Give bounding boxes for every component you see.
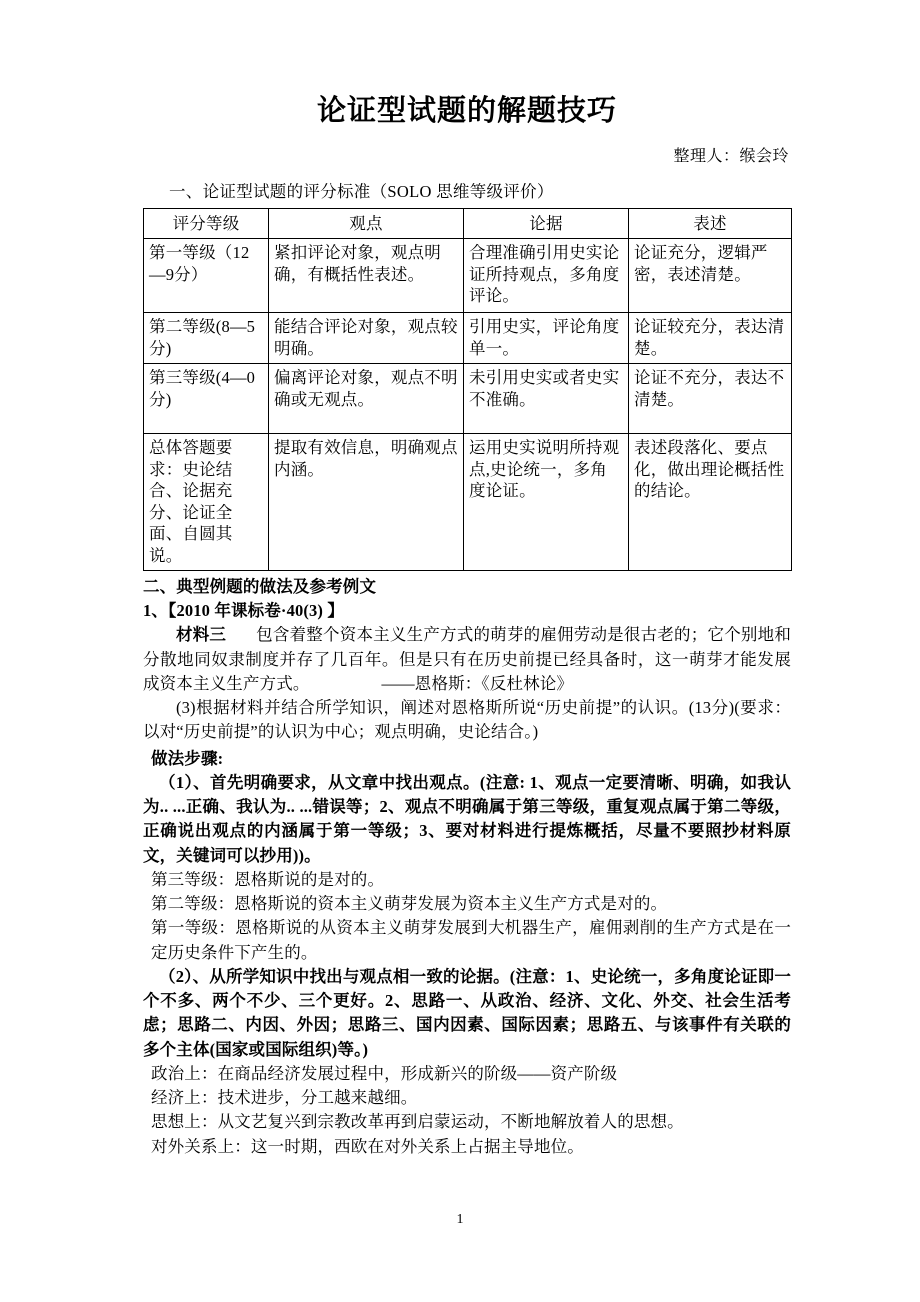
cell-level: 第一等级（12—9分） [144, 239, 269, 313]
table-header-row [144, 209, 792, 239]
cell-level: 第三等级(4—0 分) [144, 364, 269, 434]
step-one-paragraph: （1）、首先明确要求，从文章中找出观点。(注意: 1、观点一定要清晰、明确，如我认为.. ...正确、我认为.. ...错误等；2、观点不明确属于第三等级，重复观点属于第二等级，正确说出观点的内涵属于第一等级；3、要对材料进行提炼概括，尽量不要照抄材料原文，关键词可以抄用))。 [143, 772, 791, 865]
steps-heading: 做法步骤: [151, 748, 224, 768]
cell-viewpoint: 能结合评论对象，观点较明确。 [269, 313, 464, 364]
column-header-expression: 表述 [629, 209, 792, 239]
point-foreign-relations: 对外关系上：这一时期，西欧在对外关系上占据主导地位。 [151, 1136, 584, 1156]
section-heading-two: 二、典型例题的做法及参考例文 [143, 576, 377, 596]
page-number: 1 [456, 1212, 464, 1227]
page-title: 论证型试题的解题技巧 [316, 95, 617, 127]
cell-expression: 表述段落化、要点化，做出理论概括性的结论。 [629, 434, 792, 571]
byline-author: 整理人：缑会玲 [673, 148, 789, 165]
cell-expression: 论证不充分，表达不清楚。 [629, 364, 792, 434]
material-source: ——恩格斯：《反杜林论》 [381, 673, 574, 693]
section-heading-one: 一、论证型试题的评分标准（SOLO 思维等级评价） [169, 182, 554, 201]
answer-level-three: 第三等级：恩格斯说的是对的。 [151, 869, 385, 889]
table-row [144, 364, 792, 434]
column-header-viewpoint: 观点 [269, 209, 464, 239]
cell-evidence: 合理准确引用史实论证所持观点，多角度评论。 [464, 239, 629, 313]
cell-level: 第二等级(8—5 分) [144, 313, 269, 364]
material-paragraph [143, 623, 791, 696]
column-header-level: 评分等级 [144, 209, 269, 239]
cell-viewpoint: 提取有效信息，明确观点内涵。 [269, 434, 464, 571]
table-row [144, 239, 792, 313]
cell-evidence: 引用史实，评论角度单一。 [464, 313, 629, 364]
cell-expression: 论证较充分，表达清楚。 [629, 313, 792, 364]
document-content [143, 0, 791, 1159]
table-row [144, 313, 792, 364]
material-text: 包含着整个资本主义生产方式的萌芽的雇佣劳动是很古老的；它个别地和分散地同奴隶制度并存了几百年。但是只有在历史前提已经具备时，这一萌芽才能发展成资本主义生产方式。 [143, 625, 791, 693]
example-title: 1、【2010 年课标卷·40(3) 】 [143, 601, 344, 621]
cell-viewpoint: 偏离评论对象，观点不明确或无观点。 [269, 364, 464, 434]
cell-level: 总体答题要求：史论结合、论据充分、论证全面、自圆其说。 [144, 434, 269, 571]
point-thought: 思想上：从文艺复兴到宗教改革再到启蒙运动，不断地解放着人的思想。 [151, 1112, 684, 1132]
table-row [144, 434, 792, 571]
step-two-paragraph: （2）、从所学知识中找出与观点相一致的论据。(注意：1、史论统一，多角度论证即一个不多、两个不少、三个更好。2、思路一、从政治、经济、文化、外交、社会生活考虑；思路二、内因、外因；思路三、国内因素、国际因素；思路五、与该事件有关联的多个主体(国家或国际组织)等。) [143, 966, 791, 1059]
question-paragraph: (3)根据材料并结合所学知识，阐述对恩格斯所说“历史前提”的认识。(13分)(要求：以对“历史前提”的认识为中心；观点明确，史论结合。) [143, 698, 791, 742]
column-header-evidence: 论据 [464, 209, 629, 239]
cell-evidence: 未引用史实或者史实不准确。 [464, 364, 629, 434]
cell-expression: 论证充分，逻辑严密，表述清楚。 [629, 239, 792, 313]
point-economy: 经济上：技术进步，分工越来越细。 [151, 1088, 418, 1108]
answer-level-two: 第二等级：恩格斯说的资本主义萌芽发展为资本主义生产方式是对的。 [151, 894, 668, 914]
point-politics: 政治上：在商品经济发展过程中，形成新兴的阶级——资产阶级 [151, 1063, 618, 1083]
answer-level-one: 第一等级：恩格斯说的从资本主义萌芽发展到大机器生产，雇佣剥削的生产方式是在一定历史条件下产生的。 [151, 918, 791, 962]
rubric-table [143, 208, 792, 571]
cell-viewpoint: 紧扣评论对象，观点明确，有概括性表述。 [269, 239, 464, 313]
cell-evidence: 运用史实说明所持观点,史论统一，多角度论证。 [464, 434, 629, 571]
material-label: 材料三 [176, 625, 227, 645]
